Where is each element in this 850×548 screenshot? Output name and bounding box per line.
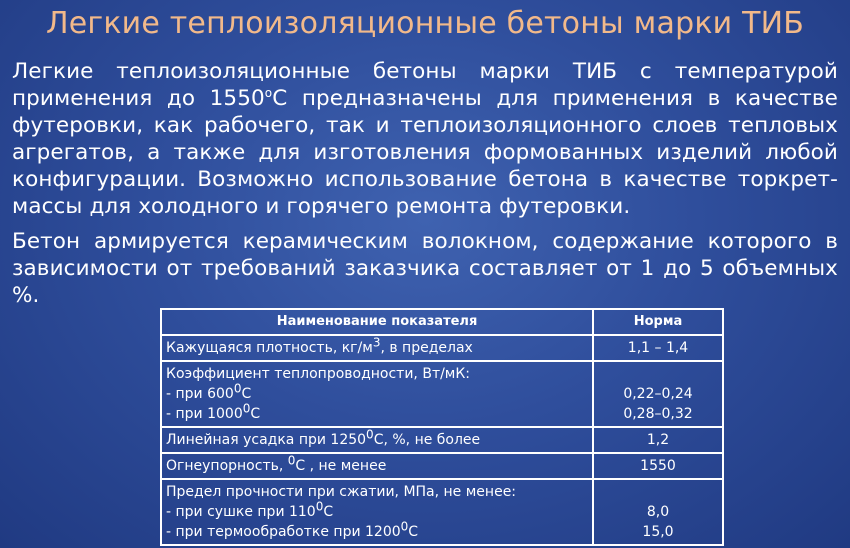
table-row-strength	[161, 479, 723, 545]
shrinkage-label: Линейная усадка при 1250$^0$С, %, не более	[161, 427, 593, 453]
conductivity-values: 0,22–0,24 0,28–0,32	[593, 361, 723, 427]
refractoriness-value: 1550	[593, 453, 723, 479]
shrinkage-value: 1,2	[593, 427, 723, 453]
properties-table	[160, 308, 724, 546]
density-label: Кажущаяся плотность, $кг/м^3$, в пределах	[161, 335, 593, 361]
table-row-conductivity	[161, 361, 723, 427]
header-indicator: Наименование показателя	[161, 309, 593, 335]
conductivity-label: Коэффициент теплопроводности, Вт/мК: - при $600^0С$ - при 1000$^0$С	[161, 361, 593, 427]
intro-paragraph: Легкие теплоизоляционные бетоны марки ТИБ с температурой применения до $1550^оС$ предназначены для применения в качестве футеровки, как рабочего, так и теплоизоляционного слоев тепловых агрегатов, а также для изготовления формованных изделий любой конфигурации. Возможно использование бетона в качестве торкрет-массы для холодного и горячего ремонта футеровки.	[12, 59, 838, 219]
table-row-shrinkage	[161, 427, 723, 453]
header-norm: Норма	[593, 309, 723, 335]
slide-title: Легкие теплоизоляционные бетоны марки ТИБ	[45, 6, 805, 41]
table-row-density	[161, 335, 723, 361]
strength-label: Предел прочности при сжатии, МПа, не менее: - при сушке при $110^0С$ - при термообработке при 1200$^0$С	[161, 479, 593, 545]
table-header-row	[161, 309, 723, 335]
table-row-refractoriness	[161, 453, 723, 479]
strength-values: 8,0 15,0	[593, 479, 723, 545]
density-value: 1,1 – 1,4	[593, 335, 723, 361]
refractoriness-label: Огнеупорность, $^0$С , не менее	[161, 453, 593, 479]
fiber-paragraph: Бетон армируется керамическим волокном, содержание которого в зависимости от требований заказчика составляет от 1 до 5 объемных %.	[12, 229, 838, 308]
